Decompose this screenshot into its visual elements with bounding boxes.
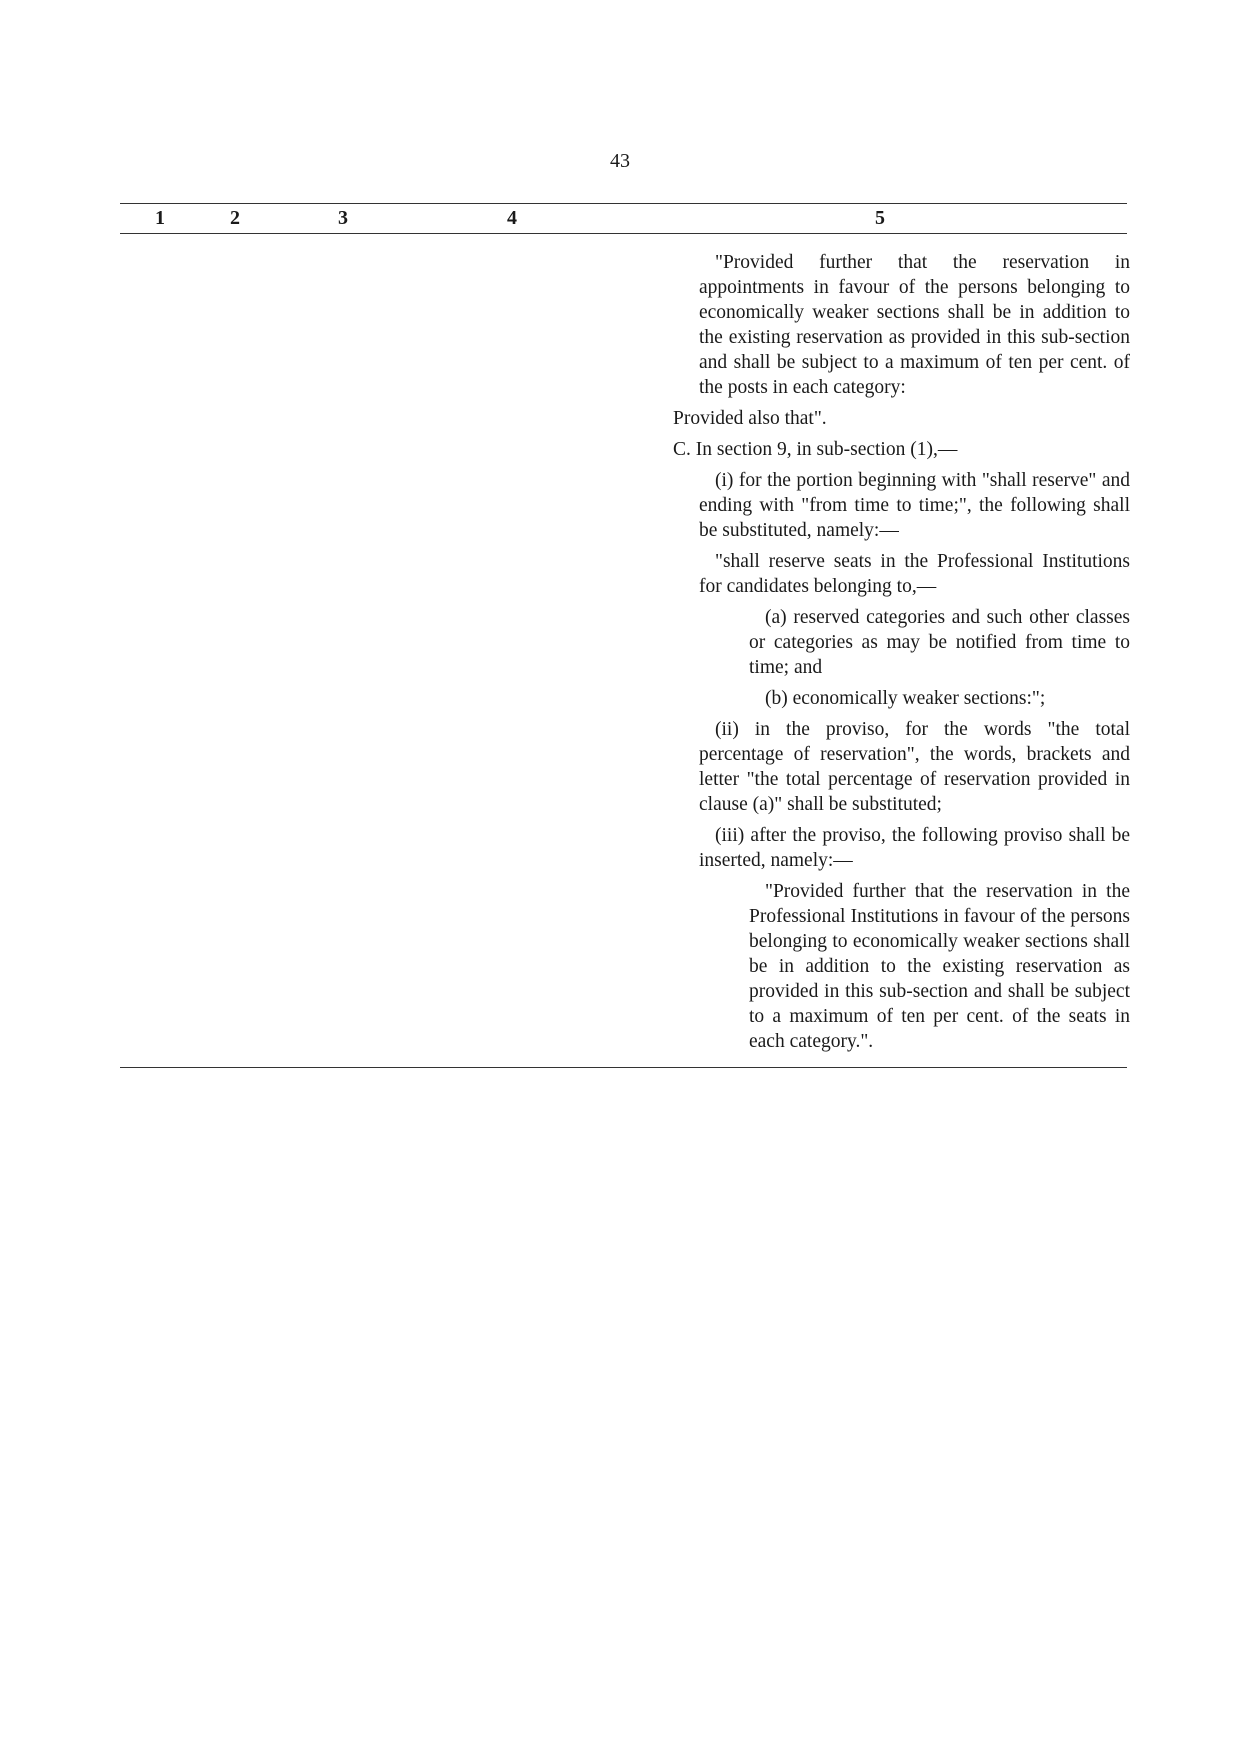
table-bottom-rule xyxy=(120,1067,1127,1068)
column-header-2: 2 xyxy=(230,207,240,229)
clause-ii: (ii) in the proviso, for the words "the total percentage of reservation", the words, brackets and letter "the total percentage of reservation provided in clause (a)" shall be substituted; xyxy=(699,719,1130,815)
proviso-paragraph: "Provided further that the reservation in appointments in favour of the persons belonging to economically weaker sections shall be in addition to the existing reservation as provided in this sub-section and shall be subject to a maximum of ten per cent. of the posts in each category: xyxy=(699,252,1130,398)
inserted-proviso: "Provided further that the reservation in the Professional Institutions in favour of the persons belonging to economically weaker sections shall be in addition to the existing reservation as provided in this sub-section and shall be subject to a maximum of ten per cent. of the seats in each category.". xyxy=(749,881,1130,1052)
column-header-4: 4 xyxy=(507,207,517,229)
sub-clause-a: (a) reserved categories and such other classes or categories as may be notified from time to time; and xyxy=(749,607,1130,678)
table-header-rule xyxy=(120,233,1127,234)
column-header-3: 3 xyxy=(338,207,348,229)
section-c-heading: C. In section 9, in sub-section (1),— xyxy=(673,439,958,460)
column-header-5: 5 xyxy=(875,207,885,229)
page-number: 43 xyxy=(610,150,630,172)
column-header-1: 1 xyxy=(155,207,165,229)
clause-iii: (iii) after the proviso, the following proviso shall be inserted, namely:— xyxy=(699,825,1130,871)
provided-also-line: Provided also that". xyxy=(673,408,827,429)
sub-clause-b: (b) economically weaker sections:"; xyxy=(765,688,1046,709)
clause-i: (i) for the portion beginning with "shall reserve" and ending with "from time to time;", the following shall be substituted, namely:— xyxy=(699,470,1130,541)
column-5-body xyxy=(673,250,1130,1060)
substituted-text: "shall reserve seats in the Professional Institutions for candidates belonging to,— xyxy=(699,551,1130,597)
table-top-rule xyxy=(120,203,1127,204)
